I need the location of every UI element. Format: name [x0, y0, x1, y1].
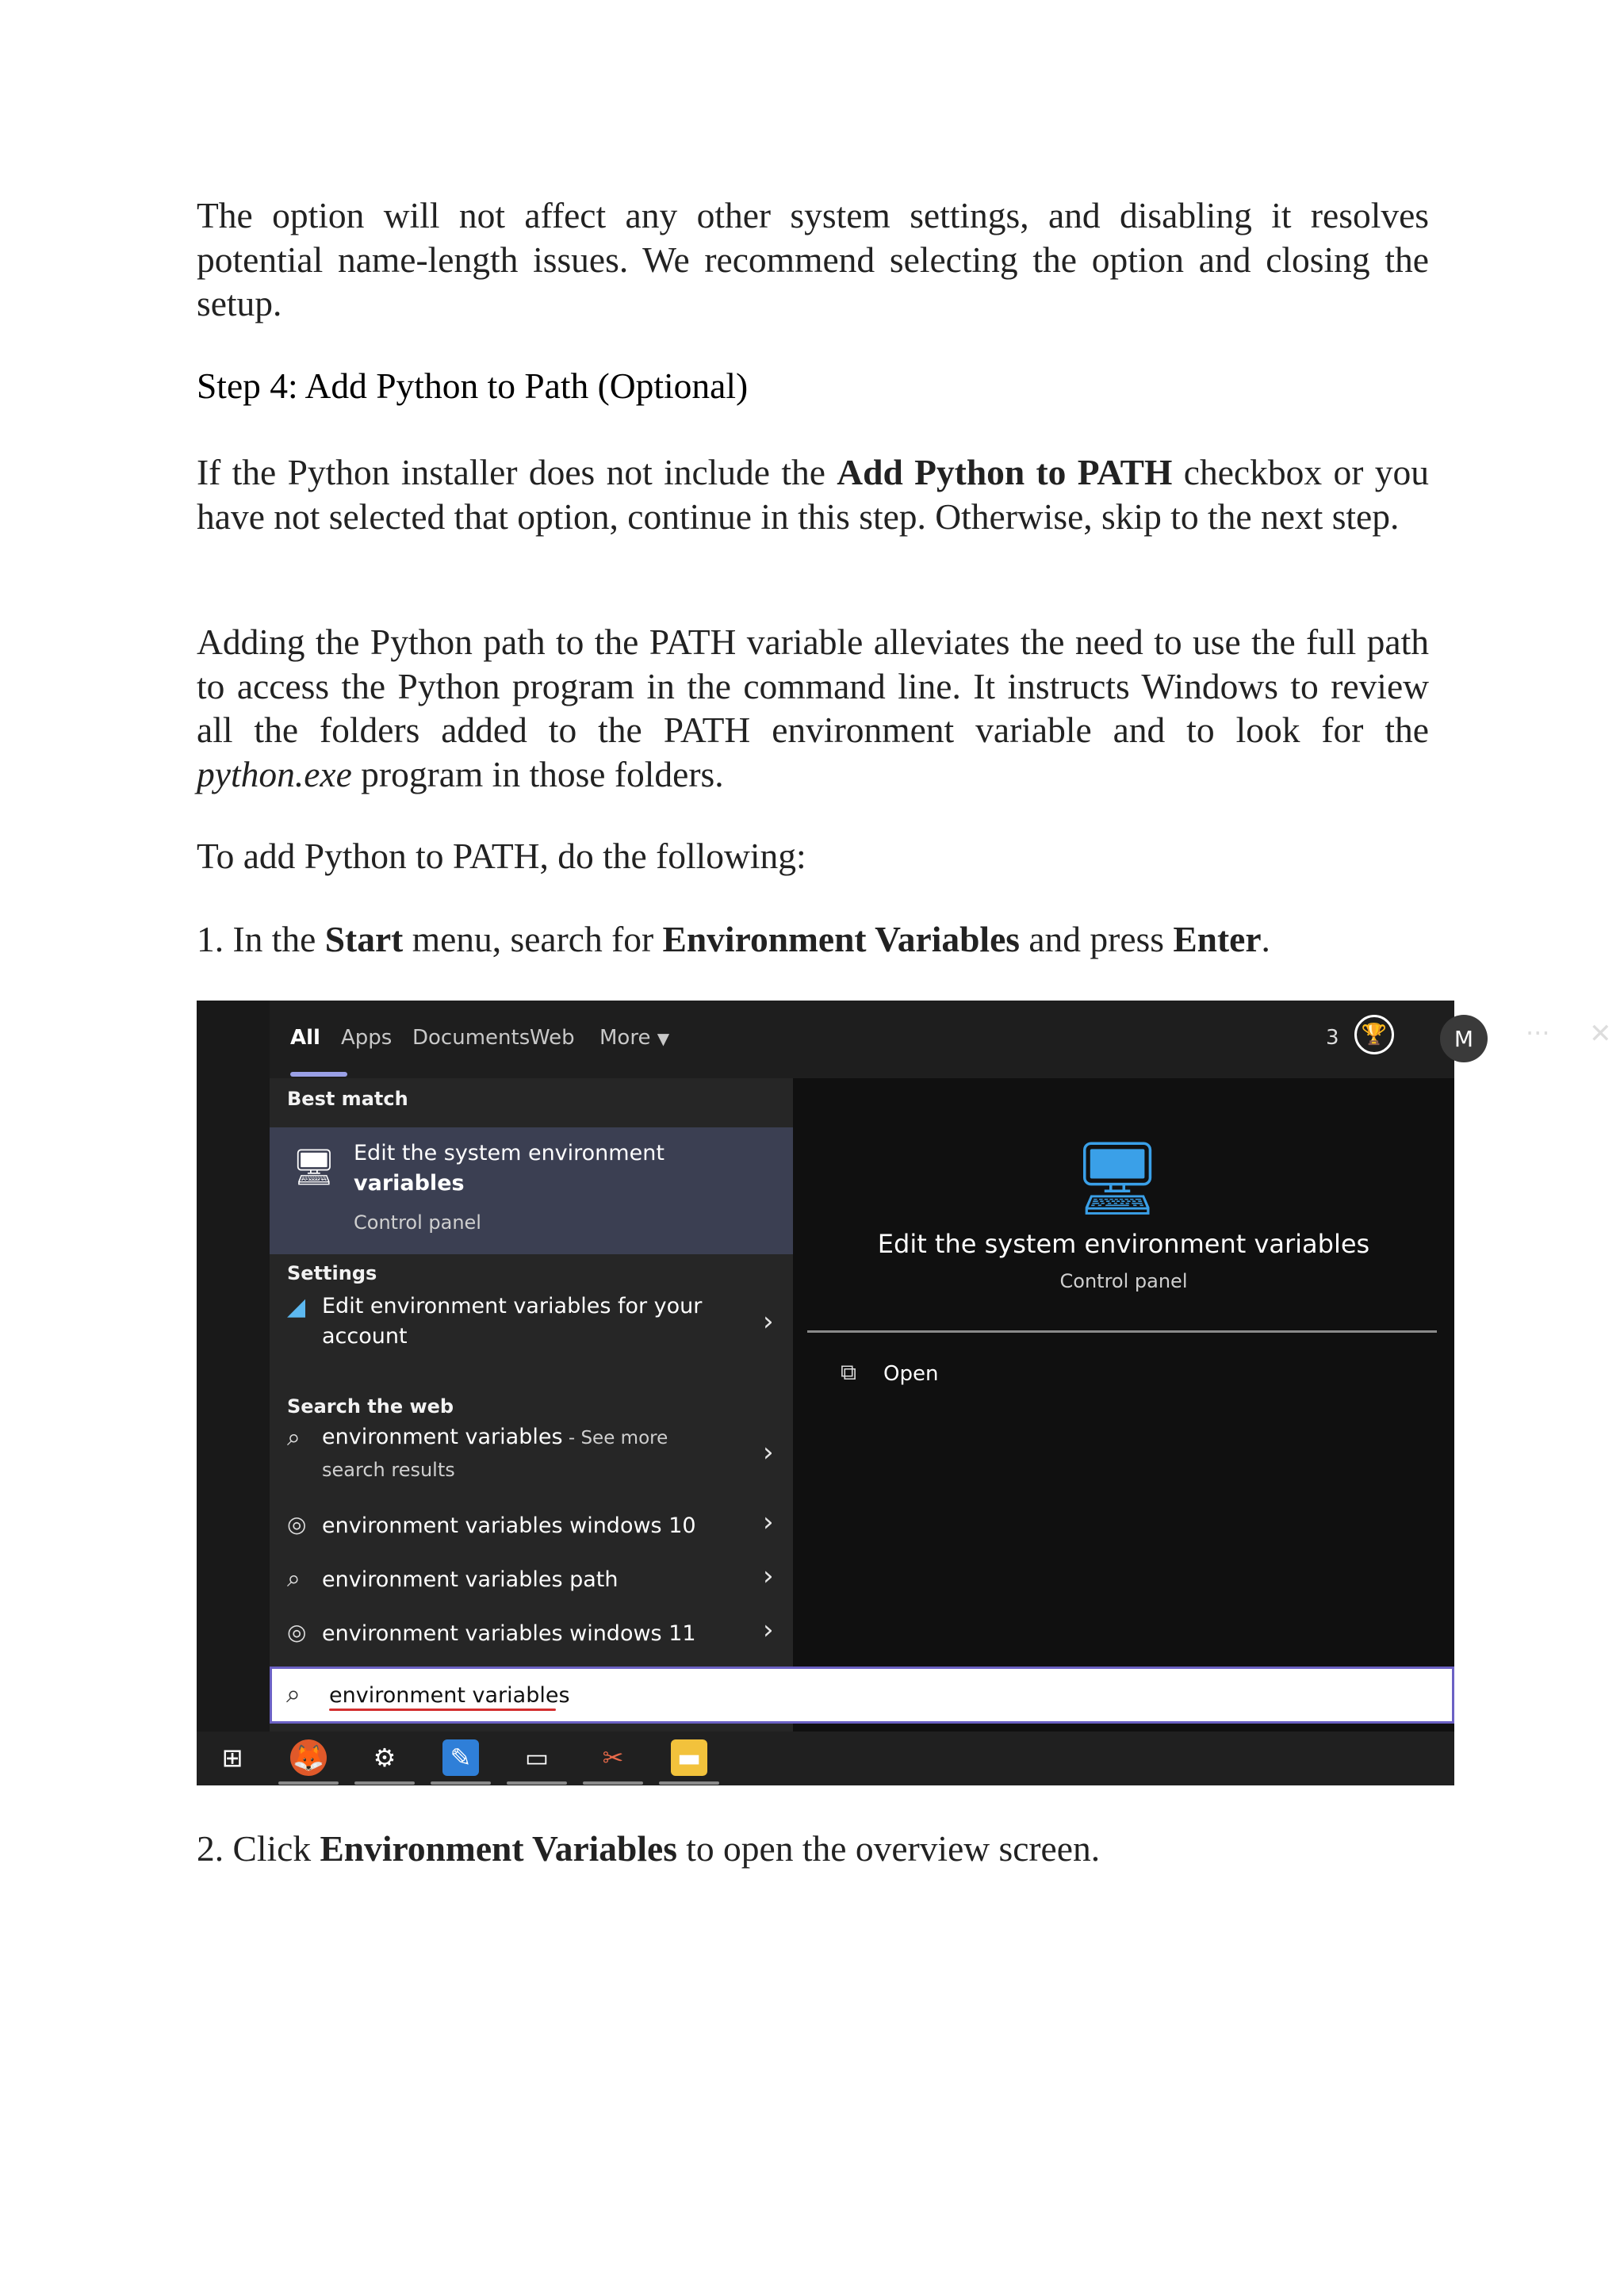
chevron-right-icon: › [763, 1560, 774, 1592]
paragraph-path-explanation [197, 620, 1429, 796]
best-match-item[interactable] [270, 1127, 793, 1254]
settings-result-env-vars[interactable] [270, 1290, 793, 1361]
p2-text-c: checkbox or you have not selected that option, continue in this step. Otherwise, skip to the next step. [197, 452, 1429, 537]
monitor-icon: 🖥 [292, 1147, 336, 1188]
chevron-right-icon: › [763, 1437, 774, 1468]
step4-heading [197, 364, 1429, 408]
taskbar-active-indicator [354, 1781, 415, 1785]
step4-heading-text: Step 4: Add Python to Path (Optional) [197, 365, 749, 406]
paragraph-intro [197, 193, 1429, 326]
search-web-label: Search the web [287, 1395, 454, 1418]
preview-title: Edit the system environment variables [877, 1229, 1370, 1259]
web-result-4-text: environment variables windows 11 [322, 1621, 696, 1646]
p2-bold-option: Add Python to PATH [837, 452, 1173, 492]
open-external-icon: ⧉ [841, 1359, 856, 1385]
step2-instruction [197, 1827, 1429, 1871]
search-bar[interactable] [270, 1667, 1454, 1724]
p3-italic-exe: python.exe [197, 753, 352, 794]
web-result-3-text: environment variables path [322, 1567, 619, 1592]
chat-search-icon: ◎ [287, 1511, 307, 1537]
taskbar-active-indicator [278, 1781, 339, 1785]
s2-text-a: 2. Click [197, 1828, 320, 1869]
s1-text-a: 1. In the [197, 919, 325, 959]
s2-bold-env: Environment Variables [320, 1828, 677, 1869]
file-explorer-icon[interactable]: ▬ [671, 1739, 707, 1776]
s1-bold-enter: Enter [1173, 919, 1262, 959]
p2-text-a: If the Python installer does not include the [197, 452, 837, 492]
web-result-2[interactable] [270, 1508, 793, 1552]
web-result-1[interactable] [270, 1421, 793, 1492]
step1-instruction [197, 917, 1429, 962]
search-icon: ⌕ [286, 1678, 301, 1709]
taskbar-active-indicator [583, 1781, 643, 1785]
preview-subtitle: Control panel [1059, 1270, 1188, 1292]
paragraph-intro-text: The option will not affect any other system settings, and disabling it resolves potential name-length issues. We recommend selecting the option and closing the setup. [197, 195, 1429, 323]
best-match-subtitle: Control panel [354, 1211, 481, 1234]
s1-text-g: . [1261, 919, 1270, 959]
s1-text-e: and press [1019, 919, 1174, 959]
avatar[interactable]: M [1440, 1015, 1488, 1062]
left-strip [197, 1001, 270, 1738]
more-options-icon[interactable]: ··· [1526, 1018, 1550, 1048]
snipping-tool-icon[interactable]: ✂ [602, 1743, 624, 1773]
taskbar-active-indicator [507, 1781, 567, 1785]
best-match-title-1: Edit the system environment [354, 1141, 665, 1165]
app-icon[interactable]: ✎ [442, 1739, 479, 1776]
points-count: 3 [1326, 1026, 1339, 1050]
terminal-icon[interactable]: ▭ [524, 1743, 550, 1773]
search-icon: ⌕ [287, 1565, 301, 1593]
close-icon[interactable]: ✕ [1589, 1018, 1612, 1050]
best-match-title-2: variables [354, 1171, 465, 1196]
p3-text-c: program in those folders. [351, 753, 724, 794]
settings-item-line-1: Edit environment variables for your [322, 1294, 703, 1318]
chevron-right-icon: › [763, 1306, 774, 1337]
s1-bold-env: Environment Variables [662, 919, 1020, 959]
web-result-1-line-2: search results [322, 1459, 455, 1481]
chat-search-icon: ◎ [287, 1619, 307, 1645]
settings-gear-icon[interactable]: ⚙ [373, 1743, 396, 1773]
taskbar-active-indicator [659, 1781, 719, 1785]
search-top-bar [270, 1001, 1612, 1078]
taskbar-active-indicator [431, 1781, 491, 1785]
chevron-right-icon: › [763, 1506, 774, 1538]
tab-documents[interactable]: Documents [412, 1026, 530, 1050]
spellcheck-underline [329, 1709, 556, 1711]
web-result-4[interactable] [270, 1616, 793, 1660]
p4-text: To add Python to PATH, do the following: [197, 836, 806, 876]
caret-down-icon: ▼ [657, 1029, 670, 1048]
trophy-icon[interactable]: 🏆 [1354, 1015, 1394, 1054]
s2-text-c: to open the overview screen. [676, 1828, 1101, 1869]
p3-text-a: Adding the Python path to the PATH variable alleviates the need to use the full path to access the Python program in the command line. It instructs Windows to review all the folders added to the PATH environment variable and to look for the [197, 622, 1429, 750]
s1-bold-start: Start [324, 919, 404, 959]
windows-start-icon[interactable]: ⊞ [221, 1743, 243, 1773]
tab-apps[interactable]: Apps [341, 1026, 393, 1050]
s1-text-c: menu, search for [403, 919, 663, 959]
start-menu-screenshot [197, 1001, 1612, 1785]
web-result-1-line-1 [322, 1422, 668, 1453]
search-input[interactable]: environment variables [329, 1683, 570, 1708]
tab-more[interactable] [599, 1026, 669, 1050]
web-result-1-see-more: - See more [562, 1428, 668, 1448]
web-result-3[interactable] [270, 1562, 793, 1606]
tab-all[interactable]: All [290, 1026, 320, 1050]
monitor-large-icon: 🖥 [1072, 1137, 1163, 1220]
chevron-right-icon: › [763, 1614, 774, 1646]
settings-label: Settings [287, 1262, 377, 1284]
taskbar [197, 1732, 1454, 1785]
paragraph-instructions-intro [197, 834, 1429, 878]
settings-item-line-2: account [322, 1324, 408, 1349]
tab-all-underline [290, 1072, 347, 1077]
tab-more-label: More [599, 1026, 651, 1050]
search-icon: ⌕ [287, 1424, 301, 1452]
settings-icon: ◢ [287, 1293, 306, 1321]
open-label: Open [883, 1362, 939, 1386]
paragraph-add-path-condition [197, 450, 1429, 538]
best-match-label: Best match [287, 1088, 408, 1110]
tab-web[interactable]: Web [530, 1026, 575, 1050]
web-result-2-text: environment variables windows 10 [322, 1513, 696, 1538]
open-button[interactable] [841, 1359, 967, 1394]
preview-divider [807, 1330, 1437, 1333]
web-result-1-query: environment variables [322, 1425, 563, 1449]
firefox-icon[interactable]: 🦊 [290, 1739, 327, 1776]
